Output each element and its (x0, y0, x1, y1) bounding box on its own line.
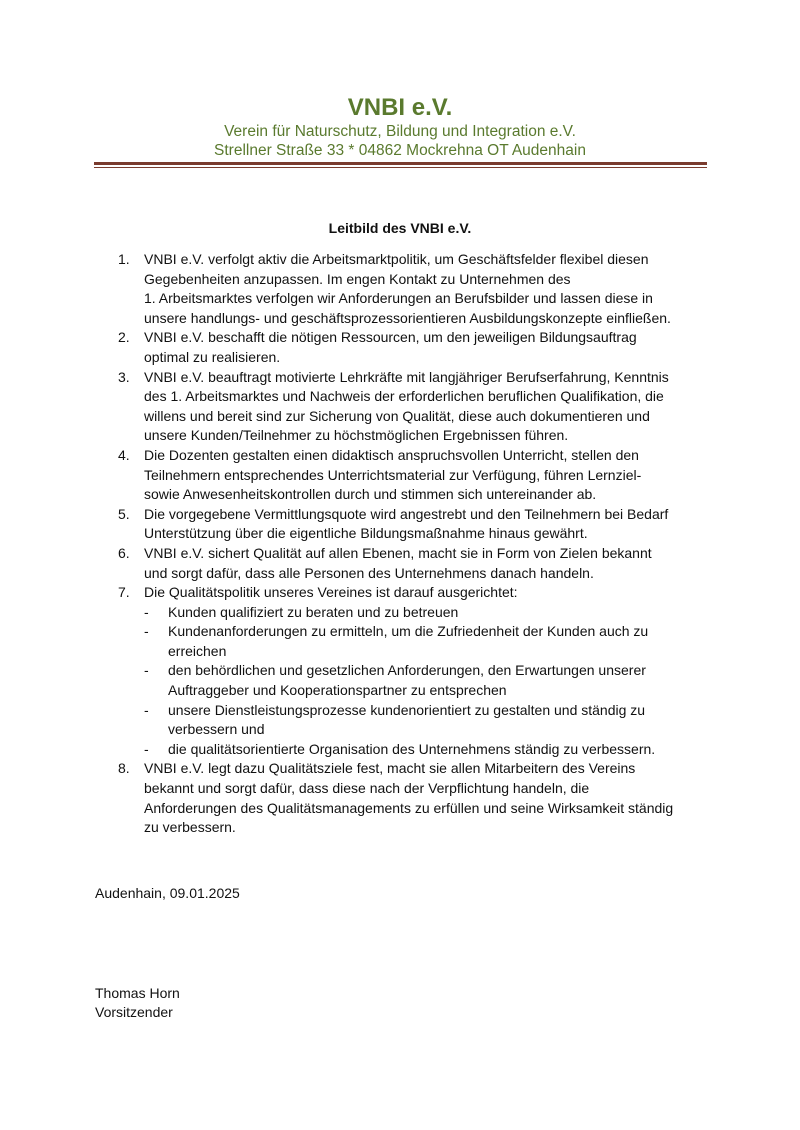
list-item-text-line: 1. Arbeitsmarktes verfolgen wir Anforderungen an Berufsbilder und lassen diese in (144, 290, 653, 307)
list-item (94, 759, 714, 837)
list-item-number: 8. (118, 760, 130, 777)
sub-list-item-text-line: Auftraggeber und Kooperationspartner zu entsprechen (168, 682, 507, 699)
sub-list-item (144, 661, 714, 700)
sub-list-item-text-line: unsere Dienstleistungsprozesse kundenorientiert zu gestalten und ständig zu (168, 701, 646, 718)
org-full-name: Verein für Naturschutz, Bildung und Integration e.V. (224, 123, 576, 140)
mission-statement-list (94, 250, 714, 838)
list-item-text-line: Gegebenheiten anzupassen. Im engen Kontakt zu Unternehmen des (144, 270, 571, 287)
place-date: Audenhain, 09.01.2025 (95, 885, 240, 901)
org-name: VNBI e.V. (347, 94, 453, 121)
list-item-text-line: VNBI e.V. sichert Qualität auf allen Ebenen, macht sie in Form von Zielen bekannt (144, 544, 652, 561)
list-item (94, 368, 714, 446)
list-item-text-line: VNBI e.V. legt dazu Qualitätsziele fest, macht sie allen Mitarbeitern des Vereins (144, 760, 636, 777)
list-item (94, 446, 714, 505)
list-item-number: 3. (118, 368, 130, 385)
header-divider-thin (94, 167, 707, 168)
list-item-text-line: VNBI e.V. beauftragt motivierte Lehrkräfte mit langjähriger Berufserfahrung, Kenntnis (144, 368, 669, 385)
sub-list-item (144, 603, 714, 623)
list-item (94, 250, 714, 328)
sub-list-item-text-line: die qualitätsorientierte Organisation des Unternehmens ständig zu verbessern. (168, 740, 656, 757)
sub-list-item-text-line: den behördlichen und gesetzlichen Anforderungen, den Erwartungen unserer (168, 662, 646, 679)
list-item-number: 5. (118, 505, 130, 522)
list-item-text-line: unsere Kunden/Teilnehmer zu höchstmöglichen Ergebnissen führen. (144, 427, 569, 444)
sub-list-item (144, 622, 714, 661)
bullet-dash: - (144, 740, 149, 757)
signer-role: Vorsitzender (95, 1004, 173, 1020)
list-item-text-line: Unterstützung über die eigentliche Bildungsmaßnahme hinaus gewährt. (144, 525, 588, 542)
bullet-dash: - (144, 603, 149, 620)
sub-list-item (144, 740, 714, 760)
list-item-text-line: VNBI e.V. beschafft die nötigen Ressourcen, um den jeweiligen Bildungsauftrag (144, 329, 637, 346)
sub-list-item-text-line: verbessern und (168, 721, 265, 738)
list-item-text-line: sowie Anwesenheitskontrollen durch und stimmen sich untereinander ab. (144, 486, 597, 503)
list-item-number: 4. (118, 446, 130, 463)
list-item-text-line: willens und bereit sind zur Sicherung von Qualität, diese auch dokumentieren und (144, 407, 650, 424)
list-item-number: 2. (118, 329, 130, 346)
sub-list (144, 603, 714, 760)
list-item-text-line: VNBI e.V. verfolgt aktiv die Arbeitsmarktpolitik, um Geschäftsfelder flexibel diesen (144, 251, 649, 267)
list-item (94, 544, 714, 583)
list-item-text-line: Die vorgegebene Vermittlungsquote wird angestrebt und den Teilnehmern bei Bedarf (144, 505, 669, 522)
list-item-number: 7. (118, 584, 130, 601)
list-item-number: 1. (118, 251, 130, 267)
sub-list-item-text-line: Kunden qualifiziert zu beraten und zu betreuen (168, 603, 459, 620)
sub-list-item (144, 701, 714, 740)
list-item (94, 328, 714, 367)
signer-name: Thomas Horn (95, 985, 180, 1001)
list-item (94, 583, 714, 759)
list-item-text-line: bekannt und sorgt dafür, dass diese nach der Verpflichtung handeln, die (144, 780, 590, 797)
list-item-text-line: Die Dozenten gestalten einen didaktisch anspruchsvollen Unterricht, stellen den (144, 446, 639, 463)
bullet-dash: - (144, 623, 149, 640)
list-item-text-line: Teilnehmern entsprechendes Unterrichtsmaterial zur Verfügung, führen Lernziel- (144, 466, 642, 483)
bullet-dash: - (144, 662, 149, 679)
list-item-text-line: des 1. Arbeitsmarktes und Nachweis der erforderlichen beruflichen Qualifikation, die (144, 388, 664, 405)
list-item-text-line: und sorgt dafür, dass alle Personen des Unternehmens danach handeln. (144, 564, 594, 581)
document-title: Leitbild des VNBI e.V. (328, 220, 472, 236)
header-divider (94, 162, 707, 165)
list-item-text-line: Anforderungen des Qualitätsmanagements zu erfüllen und seine Wirksamkeit ständig (144, 799, 674, 816)
letterhead (0, 94, 800, 160)
list-item-number: 6. (118, 544, 130, 561)
bullet-dash: - (144, 701, 149, 718)
list-item-text-line: Die Qualitätspolitik unseres Vereines ist darauf ausgerichtet: (144, 584, 518, 601)
sub-list-item-text-line: Kundenanforderungen zu ermitteln, um die Zufriedenheit der Kunden auch zu (168, 623, 649, 640)
list-item (94, 505, 714, 544)
list-item-text-line: zu verbessern. (144, 819, 236, 836)
sub-list-item-text-line: erreichen (168, 642, 227, 659)
list-item-text-line: unsere handlungs- und geschäftsprozessorientieren Ausbildungskonzepte einfließen. (144, 309, 671, 326)
org-address: Strellner Straße 33 * 04862 Mockrehna OT Audenhain (214, 142, 586, 159)
list-item-text-line: optimal zu realisieren. (144, 348, 281, 365)
